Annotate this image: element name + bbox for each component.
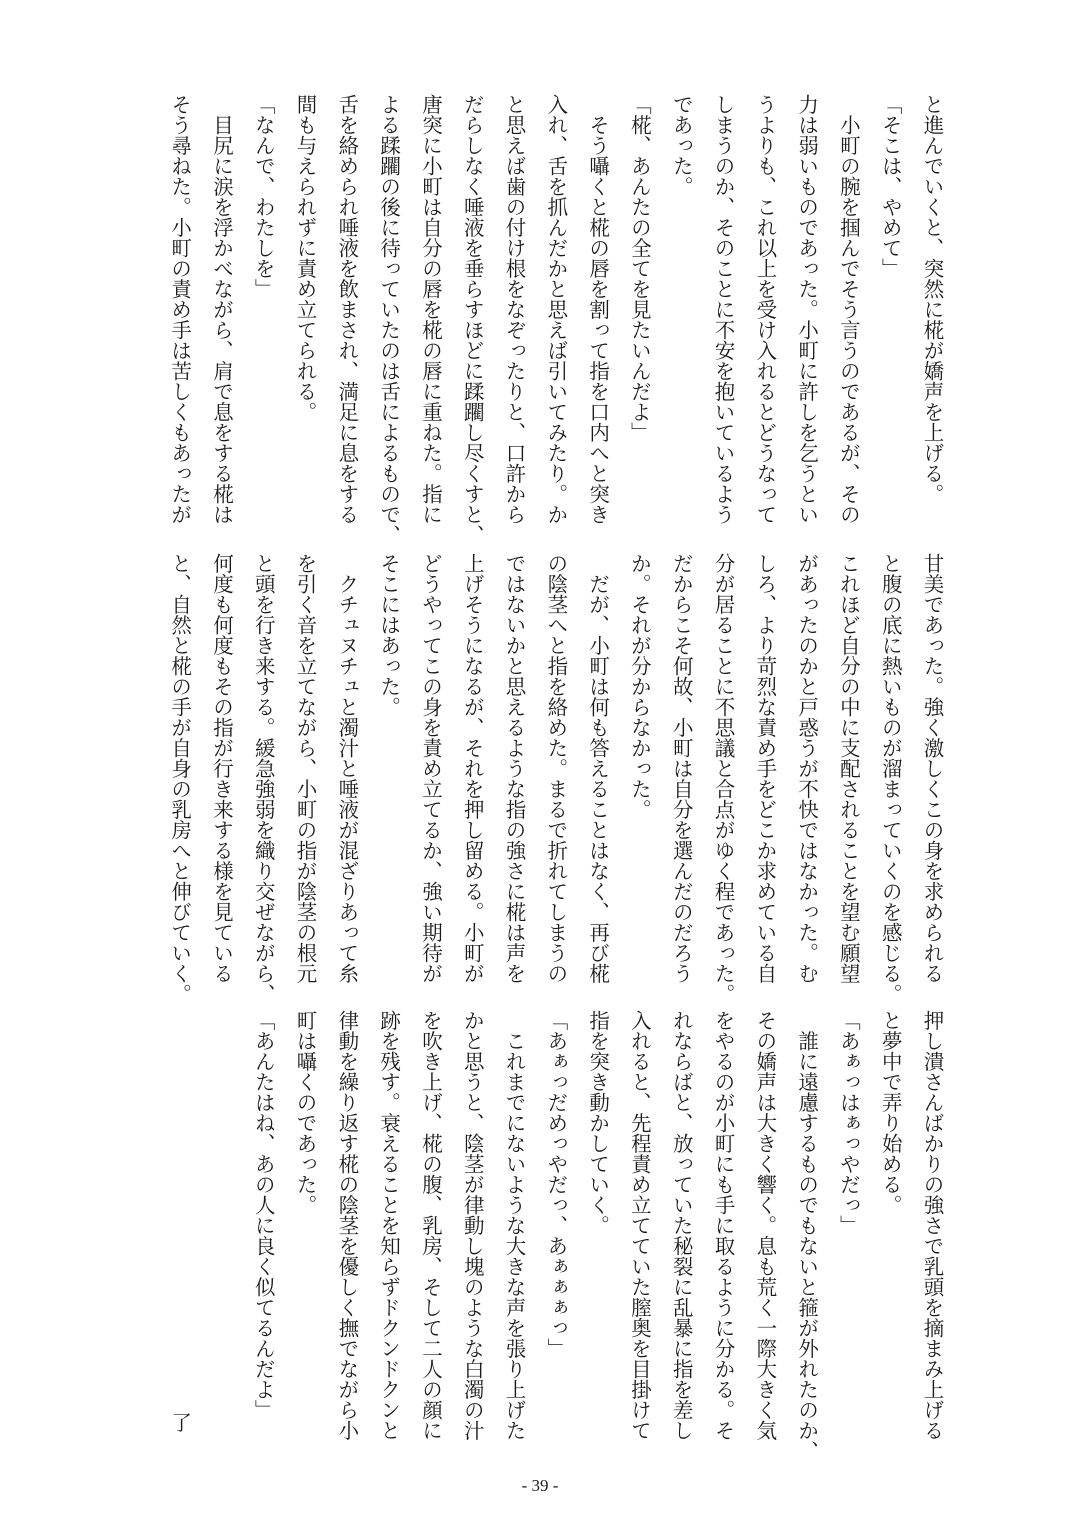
text-line: うよりも、これ以上を受け入れるとどうなって: [752, 94, 777, 525]
text-line: と思えば歯の付け根をなぞったりと、口許から: [502, 94, 527, 525]
blank-line: [200, 1010, 242, 1432]
text-line: どうやってこの身を責め立てるか、強い期待が: [418, 553, 443, 984]
text-line: 唐突に小町は自分の唇を椛の唇に重ねた。指に: [418, 94, 443, 525]
text-line: 跡を残す。衰えることを知らずドクンドクンと: [376, 1010, 401, 1441]
page-number: - 39 -: [521, 1476, 559, 1495]
text-line: 指を突き動かしていく。: [585, 1010, 610, 1236]
text-line: 入れ、舌を抓んだかと思えば引いてみたり。か: [543, 94, 568, 525]
text-line: だが、小町は何も答えることはなく、再び椛: [585, 553, 610, 984]
text-line: れならばと、放っていた秘裂に乱暴に指を差し: [669, 1010, 694, 1441]
text-line: 何度も何度もその指が行き来する様を見ている: [209, 553, 234, 984]
text-line: 小町の腕を掴んでそう言うのであるが、その: [836, 94, 861, 525]
text-line: 「なんで、わたしを」: [251, 94, 276, 299]
text-line: かと思うと、陰茎が律動し塊のような白濁の汁: [460, 1010, 485, 1441]
text-line: と頭を行き来する。緩急強弱を織り交ぜながら、: [251, 553, 276, 1004]
text-line: 「あんたはね、あの人に良く似てるんだよ」: [251, 1010, 276, 1420]
text-line: 「あぁっはぁっやだっ」: [836, 1010, 861, 1236]
text-line: そこにはあった。: [376, 553, 401, 717]
text-line: 町は囁くのであった。: [293, 1010, 318, 1215]
text-line: その嬌声は大きく響く。息も荒く一際大きく気: [752, 1010, 777, 1441]
text-line: であった。: [669, 94, 694, 197]
text-line: クチュヌチュと濁汁と唾液が混ざりあって糸: [334, 553, 359, 984]
text-line: 間も与えられずに責め立てられる。: [293, 94, 318, 422]
text-line: を吹き上げ、椛の腹、乳房、そして二人の顔に: [418, 1010, 443, 1441]
text-line: よる蹂躙の後に待っていたのは舌によるもので、: [376, 94, 401, 545]
text-line: しろ、より苛烈な責め手をどこか求めている自: [752, 553, 777, 984]
text-line: 「そこは、やめて」: [878, 94, 903, 279]
text-line: これまでにないような大きな声を張り上げた: [502, 1010, 527, 1441]
text-line: 誰に遠慮するものでもないと箍が外れたのか、: [794, 1010, 819, 1461]
text-line: 律動を繰り返す椛の陰茎を優しく撫でながら小: [334, 1010, 359, 1441]
text-line: があったのかと戸惑うが不快ではなかった。む: [794, 553, 819, 984]
text-line: の陰茎へと指を絡めた。まるで折れてしまうの: [543, 553, 568, 984]
text-line: 「椛、あんたの全てを見たいんだよ」: [627, 94, 652, 443]
end-mark: 了: [167, 1411, 192, 1432]
text-line: と腹の底に熱いものが溜まっていくのを感じる。: [878, 553, 903, 1004]
text-line: 押し潰さんばかりの強さで乳頭を摘まみ上げる: [920, 1010, 944, 1441]
text-line: そう尋ねた。小町の責め手は苦しくもあったが: [167, 94, 192, 525]
text-line: を引く音を立てながら、小町の指が陰茎の根元: [293, 553, 318, 984]
text-line: だからこそ何故、小町は自分を選んだのだろう: [669, 553, 694, 984]
text-line: ではないかと思えるような指の強さに椛は声を: [502, 553, 527, 984]
text-line: 分が居ることに不思議と合点がゆく程であった。: [711, 553, 736, 1004]
text-block-middle: [157, 553, 952, 1004]
text-line: 上げそうになるが、それを押し留める。小町が: [460, 553, 485, 984]
text-line: をやるのが小町にも手に取るように分かる。そ: [711, 1010, 736, 1441]
text-line: か。それが分からなかった。: [627, 553, 652, 820]
text-line: しまうのか、そのことに不安を抱いているよう: [711, 94, 736, 525]
text-line: 目尻に涙を浮かべながら、肩で息をする椛は: [209, 94, 234, 525]
text-line: だらしなく唾液を垂らすほどに蹂躙し尽くすと、: [460, 94, 485, 545]
text-line: と進んでいくと、突然に椛が嬌声を上げる。: [920, 94, 944, 504]
text-line: これほど自分の中に支配されることを望む願望: [836, 553, 861, 984]
text-block-bottom: [157, 1010, 952, 1461]
text-line: そう囁くと椛の唇を割って指を口内へと突き: [585, 94, 610, 525]
text-line: 甘美であった。強く激しくこの身を求められる: [920, 553, 944, 984]
text-line: 力は弱いものであった。小町に許しを乞うとい: [794, 94, 819, 525]
text-line: と、自然と椛の手が自身の乳房へと伸びていく。: [167, 553, 192, 1004]
text-line: と夢中で弄り始める。: [878, 1010, 903, 1215]
text-line: 「あぁっだめっやだっ、あぁぁぁっ」: [543, 1010, 568, 1359]
text-line: 舌を絡められ唾液を飲まされ、満足に息をする: [334, 94, 359, 525]
text-block-top: [157, 94, 952, 545]
text-line: 入れると、先程責め立てていた膣奥を目掛けて: [627, 1010, 652, 1441]
